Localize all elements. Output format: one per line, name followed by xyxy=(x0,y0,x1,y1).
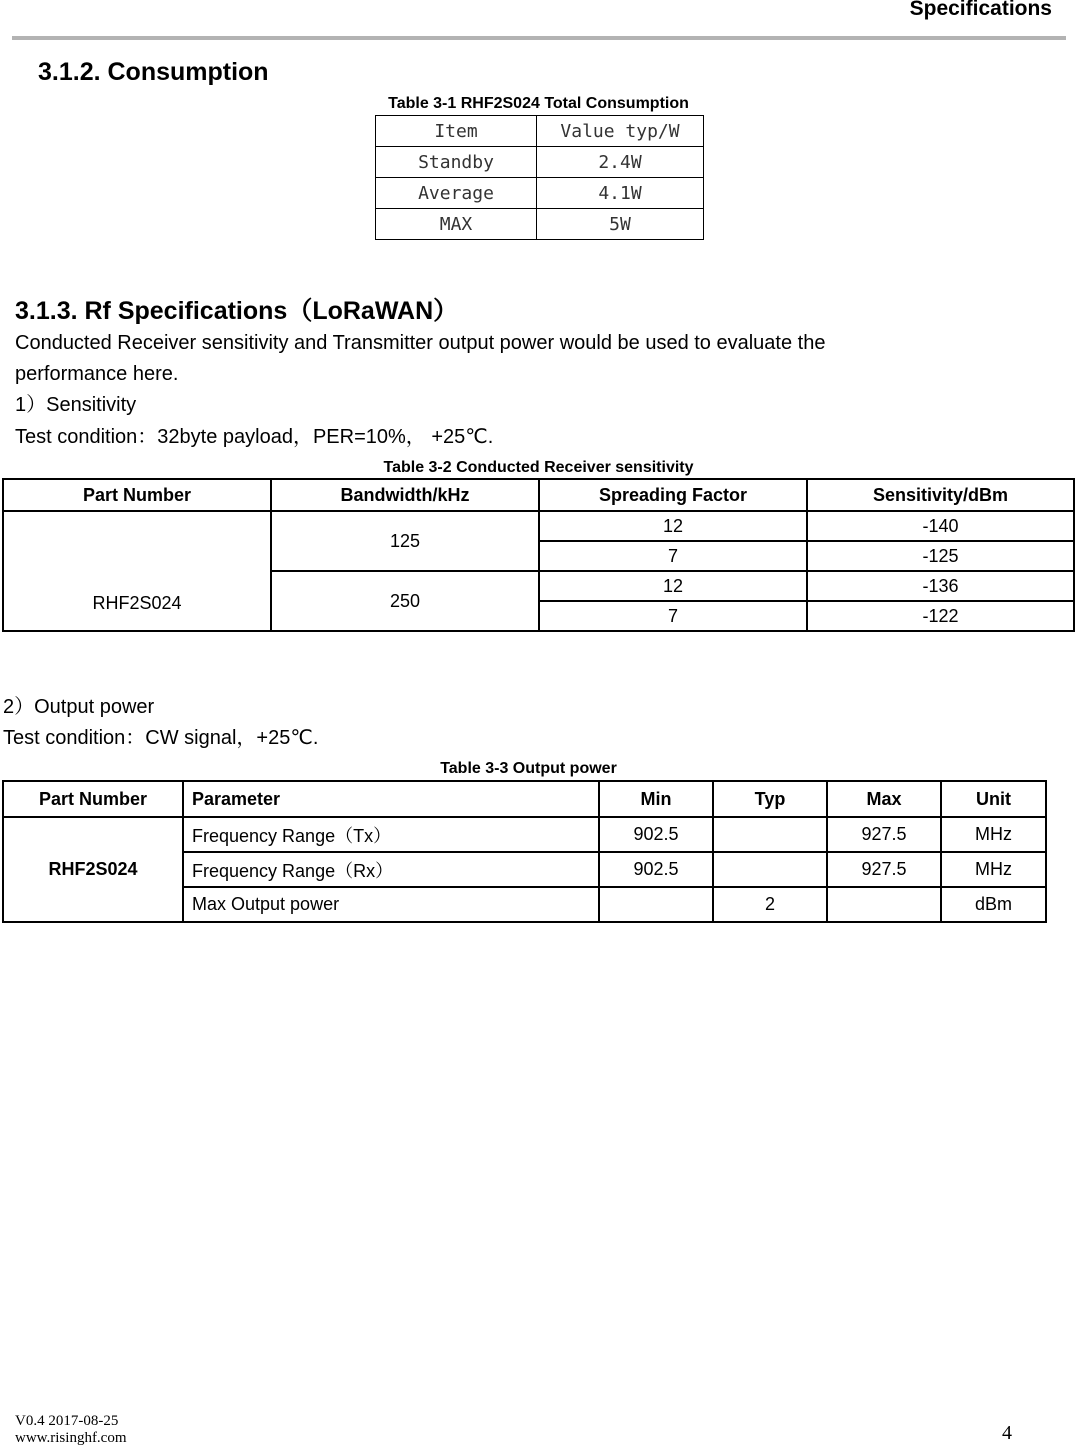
output-power-test-condition: Test condition：CW signal，+25℃. xyxy=(3,727,319,749)
intro-paragraph-line-1: Conducted Receiver sensitivity and Transmitter output power would be used to evaluate the xyxy=(15,332,826,354)
max-cell xyxy=(827,887,941,922)
column-header: Typ xyxy=(713,781,827,817)
item-cell: Average xyxy=(376,178,537,209)
sensitivity-cell: -125 xyxy=(807,541,1074,571)
spreading-factor-cell: 12 xyxy=(539,511,807,541)
sensitivity-test-condition: Test condition：32byte payload，PER=10%， +25℃. xyxy=(15,426,494,448)
min-cell: 902.5 xyxy=(599,852,713,887)
unit-cell: MHz xyxy=(941,852,1046,887)
unit-cell: MHz xyxy=(941,817,1046,852)
max-cell: 927.5 xyxy=(827,817,941,852)
sensitivity-table xyxy=(2,478,1075,632)
part-number-cell: RHF2S024 xyxy=(3,511,271,631)
section-heading-consumption: 3.1.2. Consumption xyxy=(38,58,269,86)
intro-paragraph-line-2: performance here. xyxy=(15,363,179,385)
table-header-row xyxy=(376,116,704,147)
typ-cell xyxy=(713,817,827,852)
item-cell: Standby xyxy=(376,147,537,178)
table-header-row xyxy=(3,479,1074,511)
footer-website: www.risinghf.com xyxy=(15,1430,127,1446)
part-number-cell: RHF2S024 xyxy=(3,817,183,922)
table-caption-sensitivity: Table 3-2 Conducted Receiver sensitivity xyxy=(383,459,694,476)
parameter-cell: Max Output power xyxy=(183,887,599,922)
typ-cell: 2 xyxy=(713,887,827,922)
max-cell: 927.5 xyxy=(827,852,941,887)
header-divider xyxy=(12,36,1066,40)
column-header: Value typ/W xyxy=(537,116,704,147)
bandwidth-cell: 125 xyxy=(271,511,539,571)
value-cell: 4.1W xyxy=(537,178,704,209)
section-heading-rf: 3.1.3. Rf Specifications（LoRaWAN） xyxy=(15,297,459,325)
spreading-factor-cell: 12 xyxy=(539,571,807,601)
column-header: Bandwidth/kHz xyxy=(271,479,539,511)
table-caption-consumption: Table 3-1 RHF2S024 Total Consumption xyxy=(388,95,689,112)
page-header-title: Specifications xyxy=(909,0,1052,20)
sensitivity-cell: -136 xyxy=(807,571,1074,601)
spreading-factor-cell: 7 xyxy=(539,541,807,571)
column-header: Sensitivity/dBm xyxy=(807,479,1074,511)
sensitivity-label: 1）Sensitivity xyxy=(15,394,137,416)
bandwidth-cell: 250 xyxy=(271,571,539,631)
column-header: Spreading Factor xyxy=(539,479,807,511)
item-cell: MAX xyxy=(376,209,537,240)
sensitivity-cell: -122 xyxy=(807,601,1074,631)
sensitivity-cell: -140 xyxy=(807,511,1074,541)
column-header: Parameter xyxy=(183,781,599,817)
column-header: Item xyxy=(376,116,537,147)
footer-version: V0.4 2017-08-25 xyxy=(15,1413,119,1429)
spreading-factor-cell: 7 xyxy=(539,601,807,631)
column-header: Part Number xyxy=(3,479,271,511)
table-caption-output-power: Table 3-3 Output power xyxy=(440,760,617,777)
min-cell: 902.5 xyxy=(599,817,713,852)
table-header-row xyxy=(3,781,1046,817)
output-power-table xyxy=(2,780,1047,923)
min-cell xyxy=(599,887,713,922)
column-header: Unit xyxy=(941,781,1046,817)
table-row xyxy=(3,511,1074,541)
parameter-cell: Frequency Range（Tx） xyxy=(183,817,599,852)
table-row xyxy=(376,178,704,209)
page-number: 4 xyxy=(1002,1422,1012,1444)
value-cell: 2.4W xyxy=(537,147,704,178)
value-cell: 5W xyxy=(537,209,704,240)
consumption-table xyxy=(375,115,704,240)
column-header: Max xyxy=(827,781,941,817)
typ-cell xyxy=(713,852,827,887)
unit-cell: dBm xyxy=(941,887,1046,922)
column-header: Min xyxy=(599,781,713,817)
table-row xyxy=(3,817,1046,852)
output-power-label: 2）Output power xyxy=(3,696,155,718)
column-header: Part Number xyxy=(3,781,183,817)
table-row xyxy=(376,209,704,240)
parameter-cell: Frequency Range（Rx） xyxy=(183,852,599,887)
table-row xyxy=(376,147,704,178)
